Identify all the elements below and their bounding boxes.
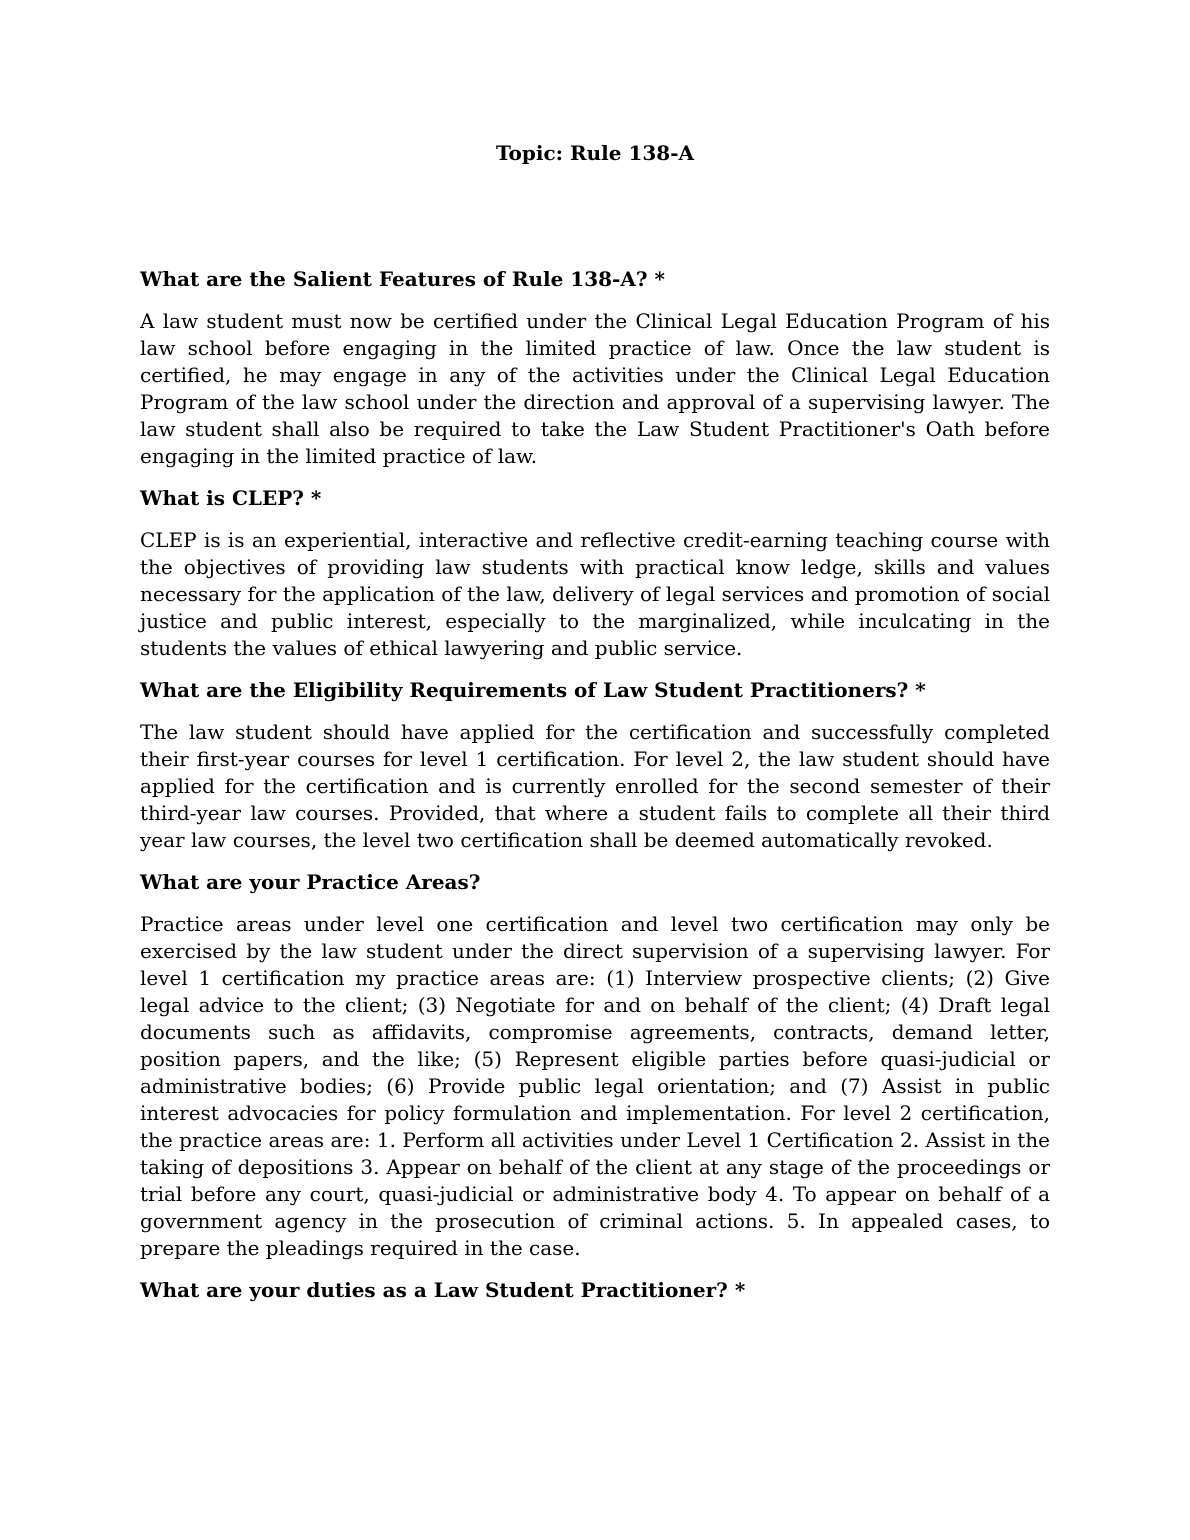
section-practice-areas xyxy=(140,869,1050,1262)
section-salient-features xyxy=(140,266,1050,470)
section-question: What is CLEP? * xyxy=(140,486,322,510)
section-question: What are the Eligibility Requirements of Law Student Practitioners? * xyxy=(140,678,926,702)
section-answer: CLEP is is an experiential, interactive and reflective credit-earning teaching course with the objectives of providing law students with practical know ledge, skills and values necessary for the application of the law, delivery of legal services and promotion of social justice and public interest, especially to the marginalized, while inculcating in the students the values of ethical lawyering and public service. xyxy=(140,528,1050,660)
section-question: What are your duties as a Law Student Practitioner? * xyxy=(140,1278,746,1302)
document-content xyxy=(140,266,1050,1319)
section-answer: The law student should have applied for the certification and successfully completed their first-year courses for level 1 certification. For level 2, the law student should have applied for the certification and is currently enrolled for the second semester of their third-year law courses. Provided, that where a student fails to complete all their third year law courses, the level two certification shall be deemed automatically revoked. xyxy=(140,720,1050,852)
section-answer: A law student must now be certified under the Clinical Legal Education Program of his law school before engaging in the limited practice of law. Once the law student is certified, he may engage in any of the activities under the Clinical Legal Education Program of the law school under the direction and approval of a supervising lawyer. The law student shall also be required to take the Law Student Practitioner's Oath before engaging in the limited practice of law. xyxy=(140,309,1050,468)
document-title: Topic: Rule 138-A xyxy=(495,141,695,165)
section-answer: Practice areas under level one certification and level two certification may only be exercised by the law student under the direct supervision of a supervising lawyer. For level 1 certification my practice areas are: (1) Interview prospective clients; (2) Give legal advice to the client; (3) Negotiate for and on behalf of the client; (4) Draft legal documents such as affidavits, compromise agreements, contracts, demand letter, position papers, and the like; (5) Represent eligible parties before quasi-judicial or administrative bodies; (6) Provide public legal orientation; and (7) Assist in public interest advocacies for policy formulation and implementation. For level 2 certification, the practice areas are: 1. Perform all activities under Level 1 Certification 2. Assist in the taking of depositions 3. Appear on behalf of the client at any stage of the proceedings or trial before any court, quasi-judicial or administrative body 4. To appear on behalf of a government agency in the prosecution of criminal actions. 5. In appealed cases, to prepare the pleadings required in the case. xyxy=(140,912,1050,1260)
section-duties xyxy=(140,1277,1050,1304)
section-question: What are your Practice Areas? xyxy=(140,870,481,894)
section-eligibility xyxy=(140,677,1050,854)
section-clep xyxy=(140,485,1050,662)
section-question: What are the Salient Features of Rule 138-A? * xyxy=(140,267,665,291)
